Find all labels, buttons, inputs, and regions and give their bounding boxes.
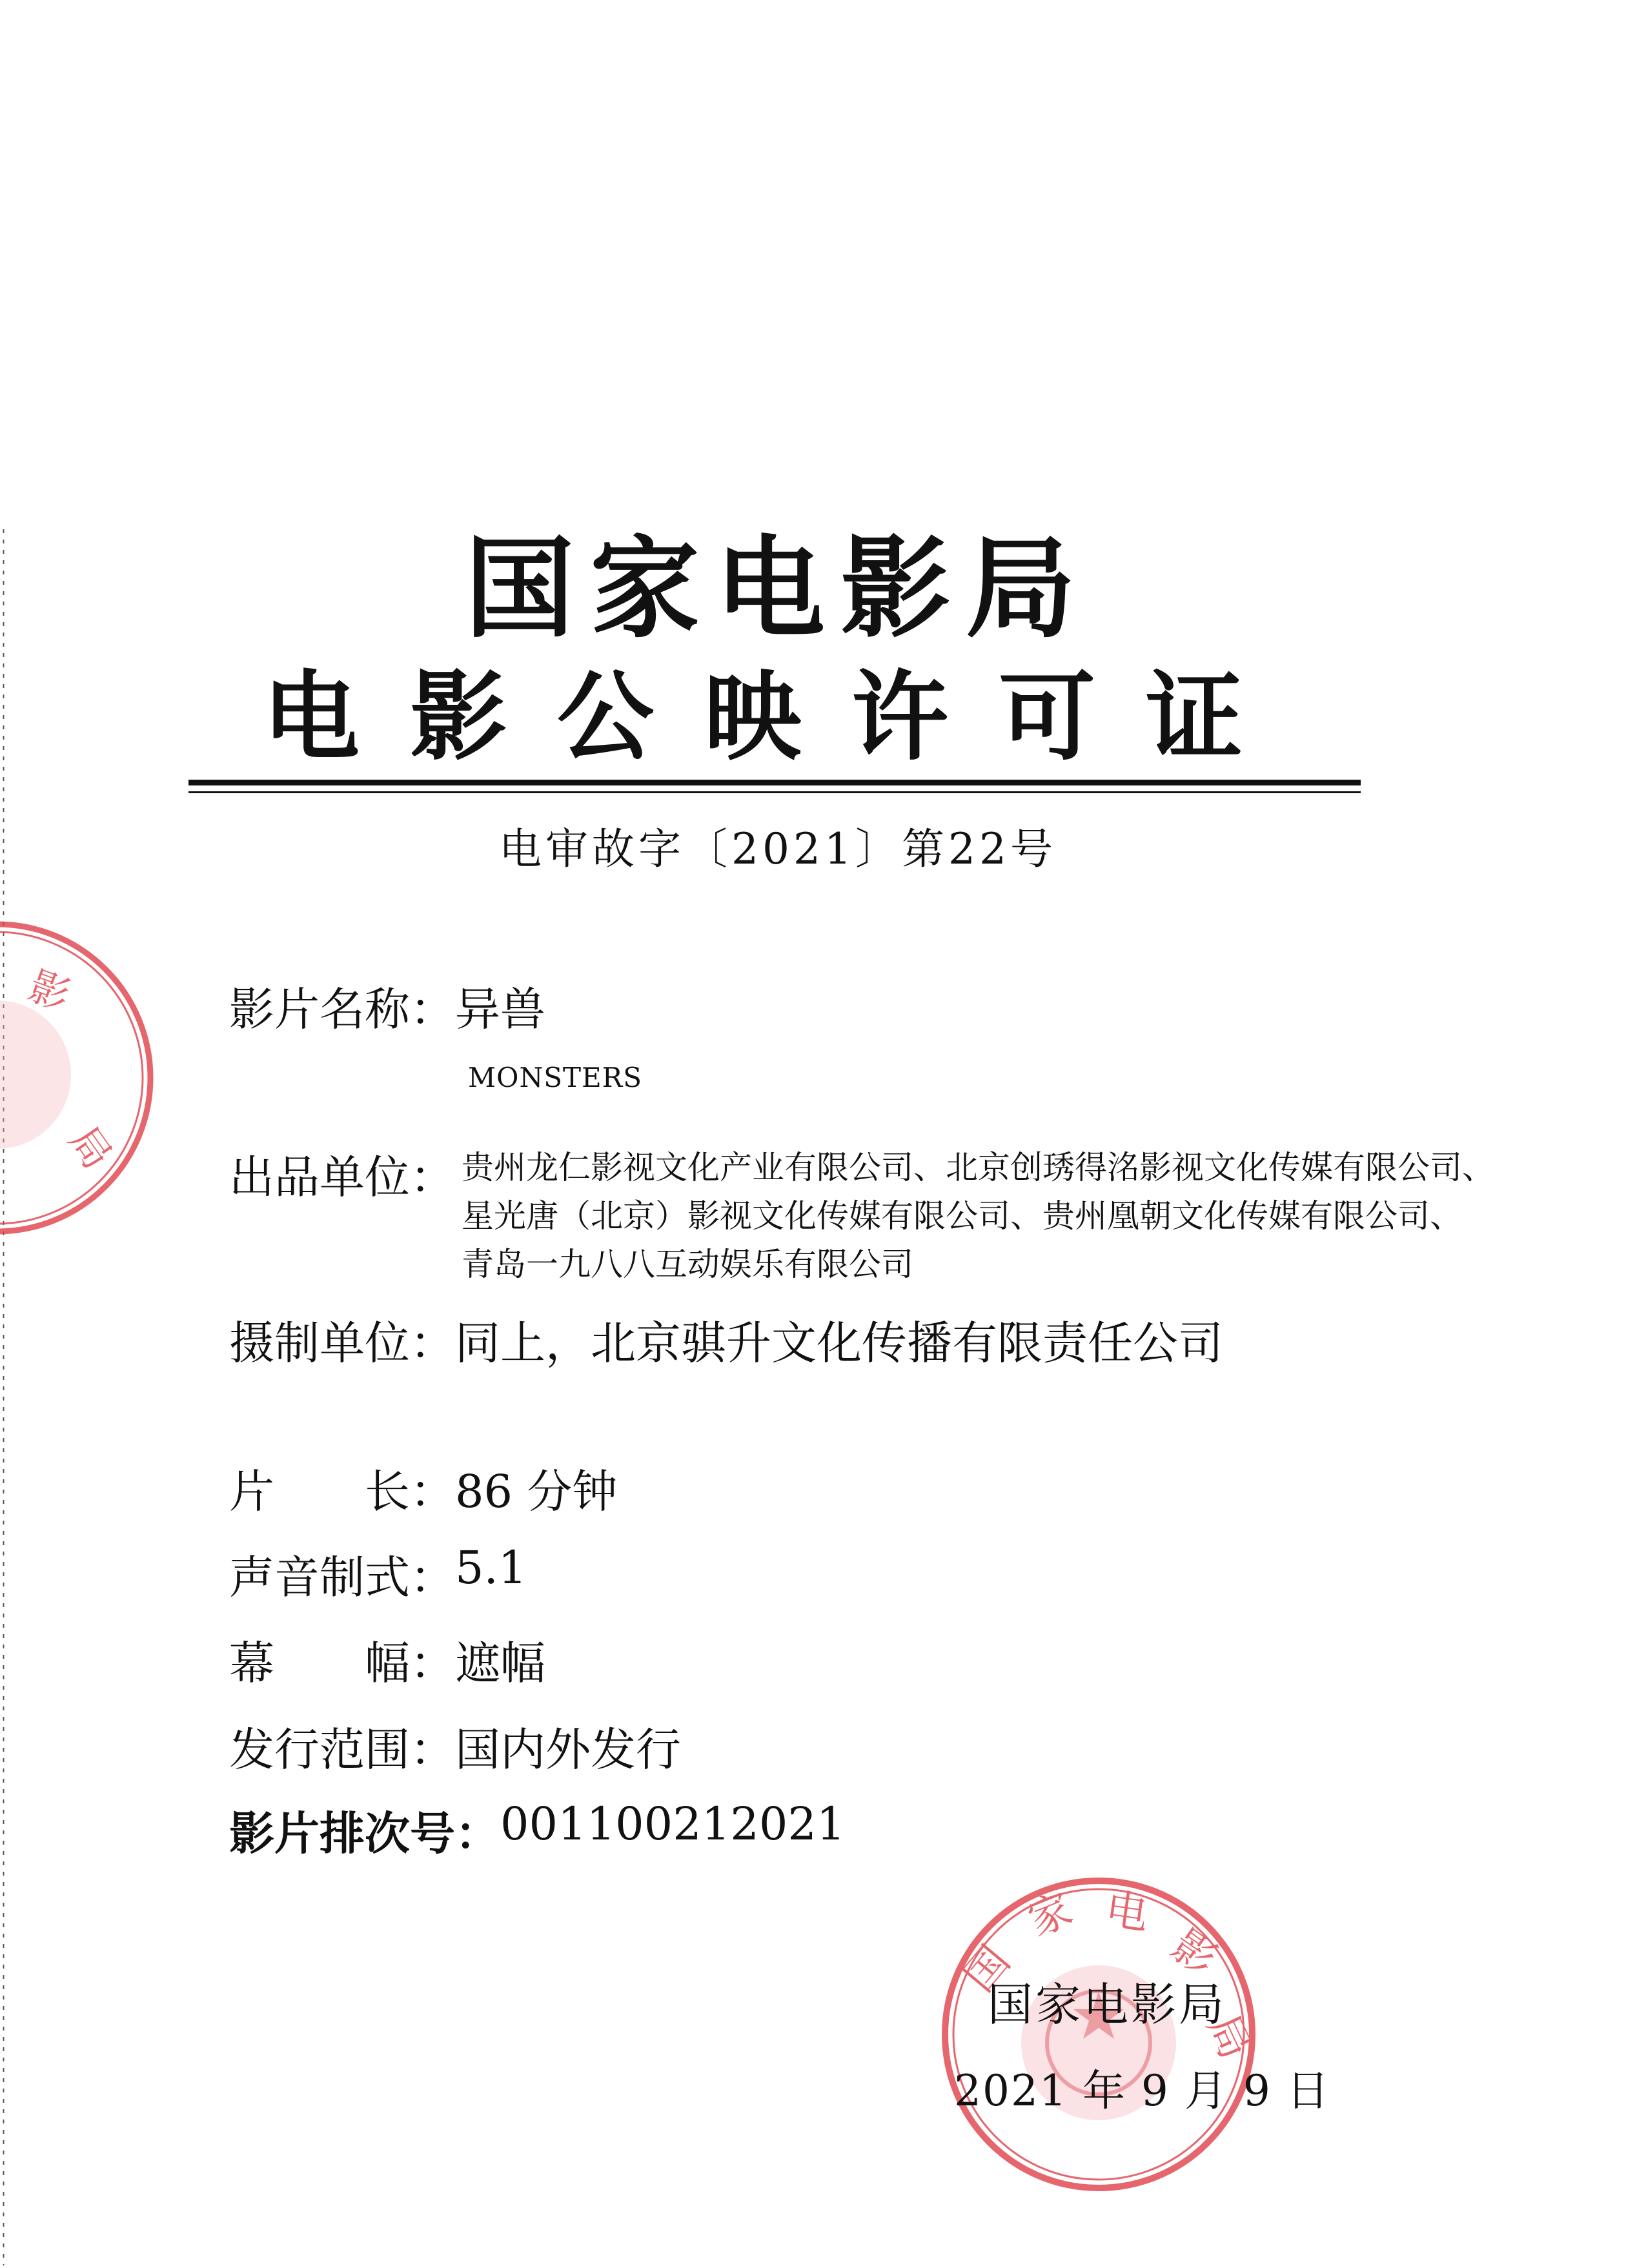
left-edge-seal-stamp [0, 913, 155, 1236]
producer-row [229, 1141, 1494, 1289]
film-name-value: 异兽 [455, 983, 545, 1036]
producer-line: 青岛一九八八互动娱乐有限公司 [462, 1246, 913, 1283]
svg-text:局: 局 [59, 1117, 122, 1178]
producer-label: 出品单位： [229, 1151, 455, 1204]
serial-number-row [229, 1797, 845, 1863]
certificate-title: 电影公映许可证 [262, 662, 1293, 774]
svg-text:电: 电 [1102, 1884, 1152, 1940]
title-divider-thick [188, 780, 1361, 785]
shooting-unit-row [229, 1307, 1223, 1372]
producer-line: 星光唐（北京）影视文化传媒有限公司、贵州凰朝文化传媒有限公司、 [462, 1197, 1462, 1235]
svg-text:影: 影 [22, 962, 77, 1020]
length-value: 86 分钟 [455, 1465, 618, 1518]
issuer-signature: 国家电影局 [988, 1978, 1226, 2031]
film-name-row [229, 973, 545, 1038]
aspect-row [229, 1627, 545, 1692]
film-name-label: 影片名称： [229, 983, 455, 1036]
aspect-value: 遮幅 [455, 1637, 545, 1690]
film-english-name: MONSTERS [468, 1062, 643, 1093]
sound-format-row [229, 1541, 527, 1606]
length-row [229, 1455, 617, 1521]
document-number: 电审故字〔2021〕第22号 [499, 824, 1057, 874]
distribution-value: 国内外发行 [455, 1723, 681, 1776]
issuing-authority-title: 国家电影局 [464, 525, 1091, 653]
distribution-row [229, 1714, 681, 1779]
title-divider-thin [188, 791, 1361, 793]
issue-date: 2021 年 9 月 9 日 [954, 2066, 1330, 2116]
producer-line: 贵州龙仁影视文化产业有限公司、北京创琇得洺影视文化传媒有限公司、 [462, 1149, 1494, 1186]
serial-number-value: 001100212021 [500, 1797, 846, 1850]
distribution-label: 发行范围： [229, 1723, 455, 1776]
serial-number-label: 影片排次号： [229, 1807, 500, 1860]
svg-text:国: 国 [954, 1936, 1020, 2001]
sound-format-value: 5.1 [455, 1541, 527, 1594]
shooting-unit-label: 摄制单位： [229, 1317, 455, 1370]
svg-text:影: 影 [1162, 1920, 1226, 1985]
length-label: 片 长： [229, 1465, 455, 1518]
producer-list [462, 1141, 1494, 1289]
official-seal-stamp [939, 1875, 1259, 2194]
svg-text:家: 家 [1021, 1883, 1080, 1946]
aspect-label: 幕 幅： [229, 1637, 455, 1690]
sound-format-label: 声音制式： [229, 1551, 455, 1604]
shooting-unit-value: 同上，北京骐升文化传播有限责任公司 [455, 1317, 1223, 1370]
svg-text:局: 局 [1197, 2007, 1259, 2067]
